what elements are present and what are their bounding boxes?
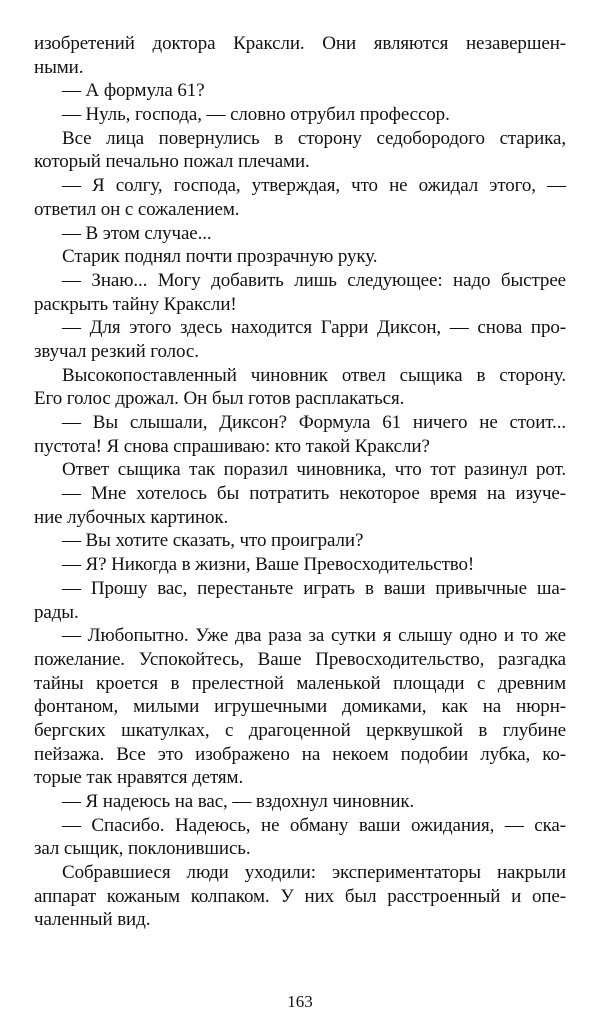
text-line: — В этом случае...	[62, 222, 212, 244]
text-line: — Знаю... Могу добавить лишь следующее: надо быстрее	[62, 269, 566, 291]
page-body-text	[34, 32, 566, 932]
text-line: ответил он с сожалением.	[34, 198, 240, 220]
text-line: звучал резкий голос.	[34, 340, 199, 362]
text-line: зал сыщик, поклонившись.	[34, 838, 251, 860]
text-line: — Для этого здесь находится Гарри Диксон, — снова про-	[62, 317, 566, 339]
text-line: — Мне хотелось бы потратить некоторое время на изуче-	[62, 483, 566, 505]
text-line: аппарат кожаным колпаком. У них был расстроенный и опе-	[34, 885, 566, 907]
text-line: — Я? Никогда в жизни, Ваше Превосходительство!	[62, 554, 475, 576]
text-line: — Любопытно. Уже два раза за сутки я слышу одно и то же	[62, 625, 566, 647]
text-line: чаленный вид.	[34, 909, 151, 931]
text-line: — Спасибо. Надеюсь, не обману ваши ожидания, — ска-	[62, 814, 566, 836]
text-line: торые так нравятся детям.	[34, 767, 244, 789]
text-line: Все лица повернулись в сторону седобородого старика,	[62, 127, 566, 149]
text-line: который печально пожал плечами.	[34, 151, 310, 173]
text-line: ными.	[34, 56, 84, 78]
text-line: — Прошу вас, перестаньте играть в ваши привычные ша-	[62, 577, 566, 599]
text-line: Ответ сыщика так поразил чиновника, что тот разинул рот.	[62, 459, 566, 481]
text-line: пустота! Я снова спрашиваю: кто такой Краксли?	[34, 435, 430, 457]
text-line: Его голос дрожал. Он был готов расплакаться.	[34, 388, 405, 410]
text-line: раскрыть тайну Краксли!	[34, 293, 237, 315]
text-line: Высокопоставленный чиновник отвел сыщика в сторону.	[62, 364, 566, 386]
text-line: — Я надеюсь на вас, — вздохнул чиновник.	[62, 791, 415, 812]
text-line: рады.	[34, 601, 79, 623]
text-line: — Вы хотите сказать, что проиграли?	[62, 530, 364, 552]
text-line: — А формула 61?	[62, 80, 205, 102]
text-line: пожелание. Успокойтесь, Ваше Превосходительство, разгадка	[34, 648, 566, 670]
text-line: — Вы слышали, Диксон? Формула 61 ничего не стоит...	[62, 412, 566, 433]
text-line: Собравшиеся люди уходили: экспериментаторы накрыли	[62, 862, 566, 884]
text-line: пейзажа. Все это изображено на некоем подобии лубка, ко-	[34, 743, 566, 765]
text-line: бергских шкатулках, с драгоценной церквушкой в глубине	[34, 719, 566, 741]
text-line: Старик поднял почти прозрачную руку.	[62, 246, 378, 268]
text-line: изобретений доктора Краксли. Они являются незавершен-	[34, 33, 566, 54]
text-line: тайны кроется в прелестной маленькой площади с древним	[34, 672, 566, 694]
text-line: — Нуль, господа, — словно отрубил профессор.	[62, 104, 450, 126]
text-line: — Я солгу, господа, утверждая, что не ожидал этого, —	[62, 175, 566, 197]
text-line: ние лубочных картинок.	[34, 506, 229, 528]
text-line: фонтаном, милыми игрушечными домиками, как на нюрн-	[34, 696, 566, 718]
page-number: 163	[287, 992, 313, 1011]
